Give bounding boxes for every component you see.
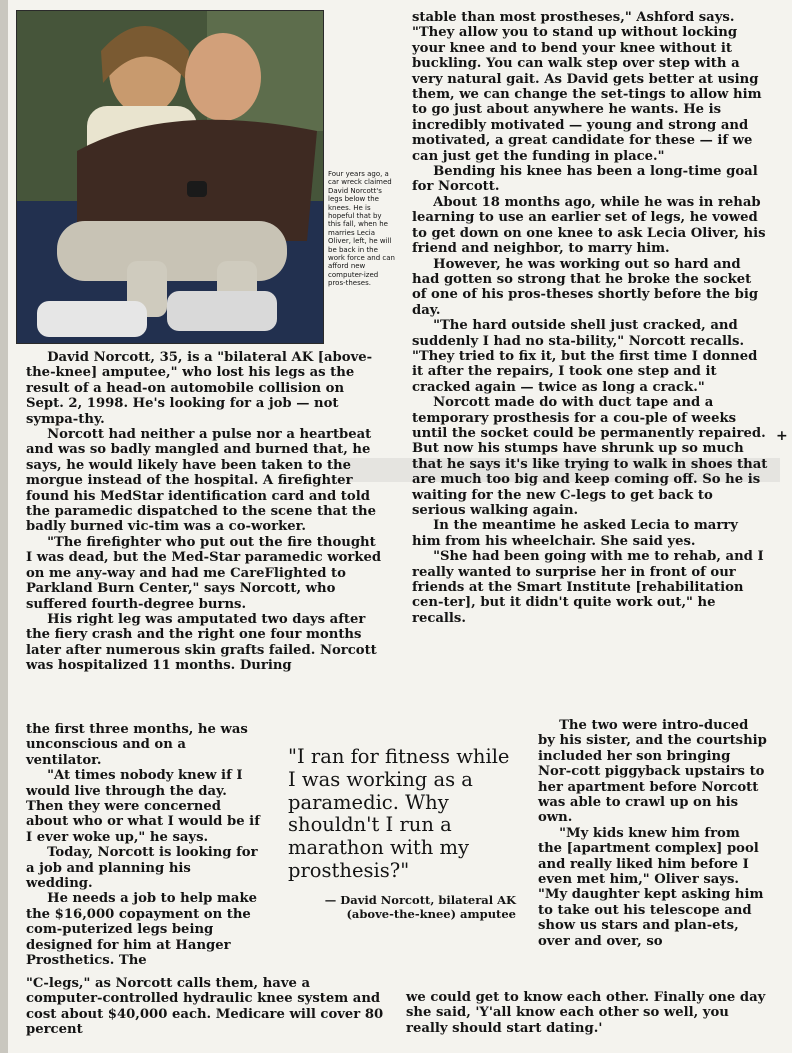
paragraph: Bending his knee has been a long-time goal for Norcott. — [412, 164, 758, 195]
paragraph: Norcott had neither a pulse nor a heartbeat and was so badly mangled and burned that, he says, he would likely have been taken to the morgue instead of the hospital. A firefighter found his MedStar identification card and told the paramedic dispatched to the scene that the badly burned vic-tim was a co-worker. — [26, 427, 376, 535]
paragraph: He needs a job to help make the $16,000 copayment on the com-puterized legs being designed for him at Hanger Prosthetics. The — [26, 891, 257, 969]
paragraph: "C-legs," as Norcott calls them, have a computer-controlled hydraulic knee system and cost about $40,000 each. Medicare will cover 80 percent — [26, 976, 384, 1038]
article-column-left-bottom — [26, 976, 386, 1038]
paragraph: we could get to know each other. Finally one day she said, 'Y'all know each other so well, you really should start dating.' — [406, 990, 766, 1036]
margin-mark: + — [776, 428, 788, 444]
photo-caption: Four years ago, a car wreck claimed David Norcott's legs below the knees. He is hopeful that by this fall, when he marries Lecia Oliver, left, he will be back in the work force and can afford new computer-ized pros-theses. — [328, 170, 395, 288]
pull-quote-text: "I ran for fitness while I was working as a paramedic. Why shouldn't I run a marathon with my prosthesis?" — [288, 745, 510, 882]
scan-edge — [0, 0, 8, 1053]
paragraph: About 18 months ago, while he was in rehab learning to use an earlier set of legs, he vowed to get down on one knee to ask Lecia Oliver, his friend and neighbor, to marry him. — [412, 194, 766, 257]
paragraph: Norcott made do with duct tape and a temporary prosthesis for a cou-ple of weeks until the socket could be permanently repaired. But now his stumps have shrunk up so much that he says it's like trying to walk in shoes that are much too big and keep coming off. So he is waiting for the new C-legs to get back to serious walking again. — [412, 395, 768, 518]
pull-quote-attribution: — David Norcott, bilateral AK (above-the-knee) amputee — [324, 892, 516, 921]
article-column-right-bottom — [406, 990, 768, 1036]
paragraph: stable than most prostheses," Ashford says. "They allow you to stand up without locking your knee and to bend your knee without it buckling. You can walk step over step with a very natural gait. As David gets better at using them, we can change the set-tings to allow him to go just about anywhere he wants. He is incredibly motivated — young and strong and motivated, a great candidate for these — if we can just get the funding in place." — [412, 10, 762, 164]
paragraph: the first three months, he was unconscious and on a ventilator. — [26, 722, 248, 768]
article-column-right-top — [412, 10, 768, 626]
paragraph: "The hard outside shell just cracked, and suddenly I had no sta-bility," Norcott recalls. "They tried to fix it, but the first time I donned it after the repairs, I took one step and it cracked again — twice as long a crack." — [412, 318, 758, 395]
paragraph: "The firefighter who put out the fire thought I was dead, but the Med-Star paramedic worked on me any-way and had me CareFlighted to Parkland Burn Center," says Norcott, who suffered fourth-degree burns. — [26, 534, 382, 612]
paragraph: The two were intro-duced by his sister, and the courtship included her son bringing Nor-cott piggyback upstairs to her apartment before Norcott was able to crawl up on his own. — [538, 718, 767, 826]
paragraph: "My kids knew him from the [apartment complex] pool and really liked him before I even met him," Oliver says. "My daughter kept asking him to take out his telescope and show us stars and plan-ets, over and over, so — [538, 825, 764, 949]
paragraph: His right leg was amputated two days after the fiery crash and the right one four months later after numerous skin grafts failed. Norcott was hospitalized 11 months. During — [26, 611, 377, 674]
paragraph: In the meantime he asked Lecia to marry him from his wheelchair. She said yes. — [412, 518, 738, 549]
paragraph: However, he was working out so hard and had gotten so strong that he broke the socket of one of his pros-theses shortly before the big day. — [412, 256, 759, 318]
paragraph: David Norcott, 35, is a "bilateral AK [above-the-knee] amputee," who lost his legs as the result of a head-on automobile collision on Sept. 2, 1998. He's looking for a job — not sympa-thy. — [26, 350, 373, 427]
pull-quote — [288, 746, 516, 921]
article-column-right-narrow — [538, 718, 768, 949]
article-column-left-top — [26, 350, 382, 674]
paragraph: "At times nobody knew if I would live through the day. Then they were concerned about who or what I would be if I ever woke up," he says. — [26, 768, 260, 845]
couple-photo — [16, 10, 324, 344]
paragraph: "She had been going with me to rehab, and I really wanted to surprise her in front of our friends at the Smart Institute [rehabilitation cen-ter], but it didn't quite work out," he recalls. — [412, 549, 764, 626]
paragraph: Today, Norcott is looking for a job and planning his wedding. — [26, 845, 258, 892]
couple-photo-illustration — [17, 11, 323, 343]
article-column-left-narrow — [26, 722, 262, 969]
